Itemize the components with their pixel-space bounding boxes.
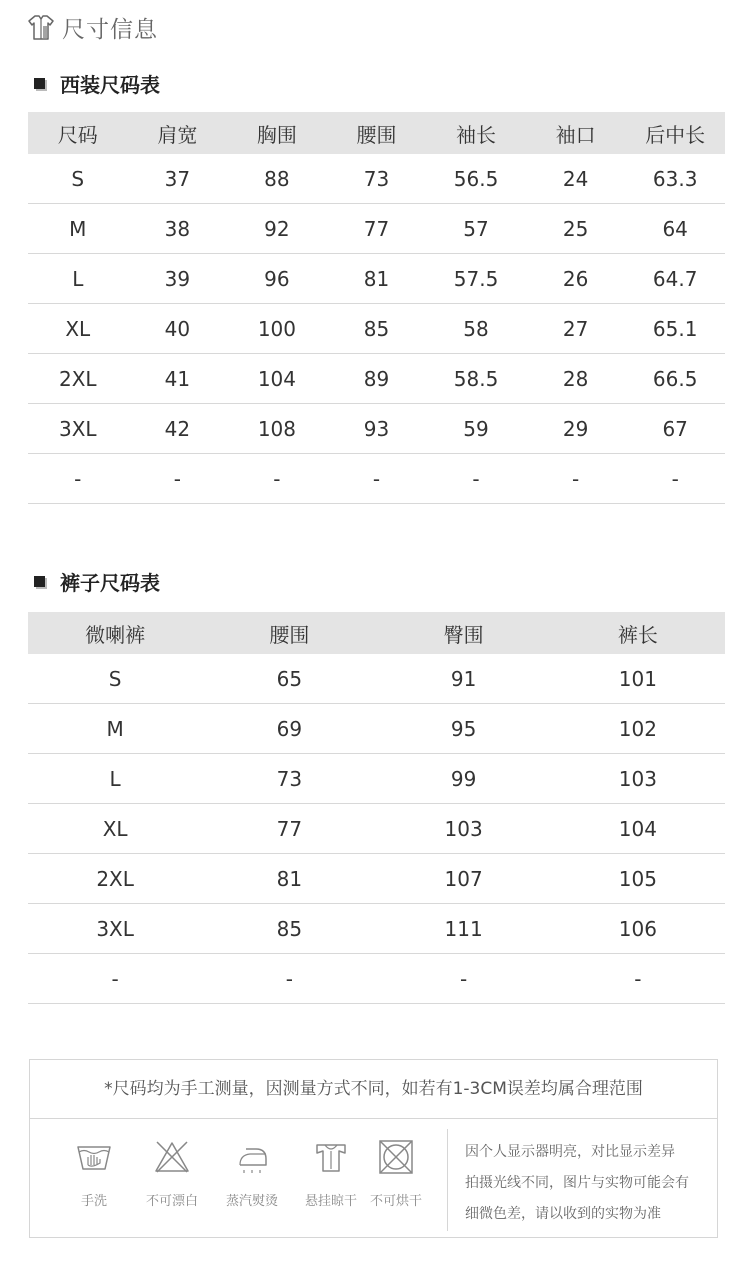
column-header: 肩宽 [128,112,228,154]
measurement-notice: *尺码均为手工测量，因测量方式不同，如若有1-3CM误差均属合理范围 [30,1060,717,1119]
table-cell: 2XL [28,354,128,404]
suit-title: 西装尺码表 [60,72,160,97]
column-header: 后中长 [625,112,725,154]
table-cell: - [327,454,427,504]
table-row [28,704,725,754]
hang-dry-icon [311,1137,351,1177]
table-cell: 104 [227,354,327,404]
pants-section-title [34,568,160,594]
column-header: 臀围 [377,612,551,654]
table-cell: 64.7 [625,254,725,304]
column-header: 腰围 [327,112,427,154]
table-cell: 27 [526,304,626,354]
notice-box [29,1059,718,1238]
table-row [28,304,725,354]
table-cell: XL [28,804,202,854]
care-item-no-bleach [132,1137,212,1209]
table-cell: 100 [227,304,327,354]
table-cell: - [28,954,202,1004]
table-cell: 64 [625,204,725,254]
table-cell: 81 [202,854,376,904]
table-cell: 111 [377,904,551,954]
table-cell: - [28,454,128,504]
table-row [28,854,725,904]
column-header: 裤长 [551,612,725,654]
table-cell: 77 [202,804,376,854]
table-cell: 99 [377,754,551,804]
table-cell: 24 [526,154,626,204]
table-header-row [28,112,725,154]
table-cell: M [28,704,202,754]
table-cell: - [551,954,725,1004]
table-row [28,804,725,854]
table-cell: 69 [202,704,376,754]
table-cell: 38 [128,204,228,254]
bullet-square [34,78,45,89]
page-header [26,10,158,44]
table-cell: 101 [551,654,725,704]
no-tumble-dry-icon [376,1137,416,1177]
table-cell: 105 [551,854,725,904]
table-cell: 37 [128,154,228,204]
table-cell: 65 [202,654,376,704]
hand-wash-icon [74,1137,114,1177]
table-cell: 59 [426,404,526,454]
table-cell: 73 [202,754,376,804]
no-bleach-icon [152,1137,192,1177]
care-label: 不可漂白 [145,1194,198,1209]
table-cell: - [128,454,228,504]
column-header: 袖长 [426,112,526,154]
table-cell: - [202,954,376,1004]
table-row [28,754,725,804]
table-row [28,354,725,404]
care-label: 不可烘干 [369,1194,422,1209]
table-cell: L [28,754,202,804]
table-cell: 63.3 [625,154,725,204]
table-row [28,904,725,954]
table-cell: 28 [526,354,626,404]
care-label: 悬挂晾干 [304,1194,357,1209]
table-cell: - [227,454,327,504]
suit-size-table [28,112,725,504]
table-cell: 77 [327,204,427,254]
table-cell: 25 [526,204,626,254]
care-instructions [30,1119,717,1238]
care-label: 蒸汽熨烫 [225,1194,278,1209]
table-cell: 41 [128,354,228,404]
disclaimer-line: 拍摄光线不同，图片与实物可能会有 [465,1175,689,1191]
column-header: 微喇裤 [28,612,202,654]
table-cell: 102 [551,704,725,754]
table-cell: 42 [128,404,228,454]
table-cell: 81 [327,254,427,304]
table-cell: 92 [227,204,327,254]
table-header-row [28,612,725,654]
pants-title: 裤子尺码表 [60,570,160,595]
table-cell: 89 [327,354,427,404]
column-header: 胸围 [227,112,327,154]
table-cell: 85 [327,304,427,354]
table-row [28,404,725,454]
table-cell: - [526,454,626,504]
table-cell: L [28,254,128,304]
table-cell: 40 [128,304,228,354]
table-cell: 39 [128,254,228,304]
table-cell: XL [28,304,128,354]
table-row [28,654,725,704]
shirt-icon [26,12,56,42]
table-cell: 65.1 [625,304,725,354]
table-cell: 95 [377,704,551,754]
table-row [28,254,725,304]
disclaimer-line: 因个人显示器明亮，对比显示差异 [465,1144,675,1160]
table-cell: S [28,654,202,704]
color-disclaimer [465,1137,715,1230]
table-cell: - [625,454,725,504]
column-header: 腰围 [202,612,376,654]
table-cell: 73 [327,154,427,204]
table-cell: 57.5 [426,254,526,304]
care-item-no-tumble-dry [356,1137,436,1209]
table-cell: - [377,954,551,1004]
page-title: 尺寸信息 [62,16,158,43]
table-cell: 103 [551,754,725,804]
table-cell: 96 [227,254,327,304]
table-cell: 108 [227,404,327,454]
table-cell: M [28,204,128,254]
table-cell: 58 [426,304,526,354]
suit-section-title [34,70,160,96]
disclaimer-line: 细微色差，请以收到的实物为准 [465,1206,661,1222]
column-header: 袖口 [526,112,626,154]
care-item-hand-wash [54,1137,134,1209]
table-row [28,154,725,204]
care-label: 手洗 [80,1194,107,1209]
care-item-steam-iron [212,1137,292,1209]
table-row [28,454,725,504]
table-cell: S [28,154,128,204]
table-row [28,204,725,254]
column-header: 尺码 [28,112,128,154]
table-cell: 106 [551,904,725,954]
table-cell: 26 [526,254,626,304]
table-cell: 85 [202,904,376,954]
table-cell: 93 [327,404,427,454]
table-cell: - [426,454,526,504]
table-cell: 56.5 [426,154,526,204]
steam-iron-icon [232,1137,272,1177]
table-cell: 91 [377,654,551,704]
table-cell: 103 [377,804,551,854]
pants-size-table [28,612,725,1004]
bullet-square [34,576,45,587]
table-cell: 3XL [28,404,128,454]
divider [447,1129,448,1231]
table-cell: 29 [526,404,626,454]
table-cell: 57 [426,204,526,254]
table-cell: 67 [625,404,725,454]
table-cell: 2XL [28,854,202,904]
table-cell: 66.5 [625,354,725,404]
table-cell: 104 [551,804,725,854]
table-cell: 88 [227,154,327,204]
table-cell: 3XL [28,904,202,954]
table-row [28,954,725,1004]
table-cell: 58.5 [426,354,526,404]
table-cell: 107 [377,854,551,904]
